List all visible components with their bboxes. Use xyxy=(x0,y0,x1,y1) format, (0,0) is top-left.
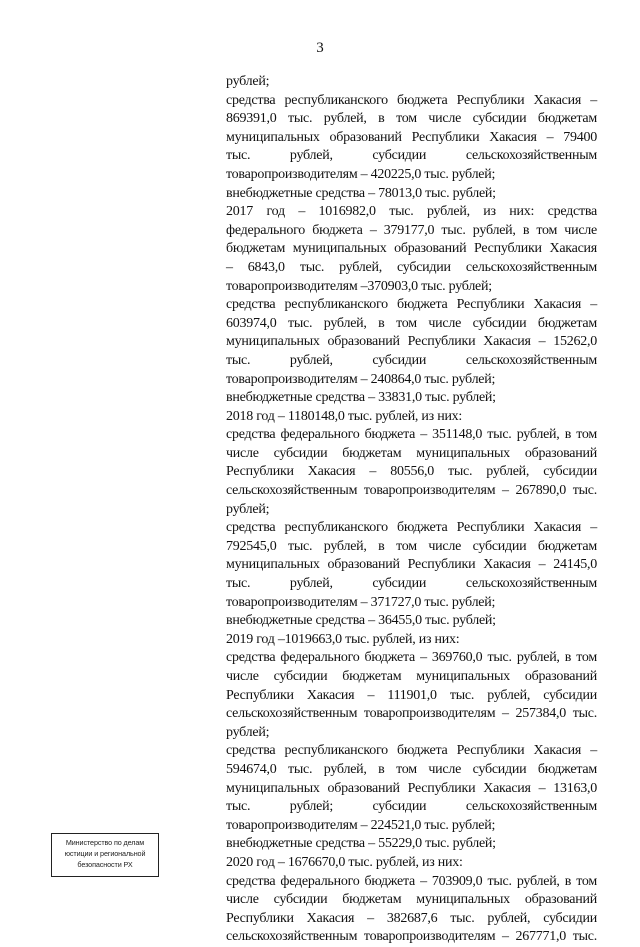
text-line: 2019 год –1019663,0 тыс. рублей, из них: xyxy=(226,631,460,647)
text-line: средства федерального бюджета – 703909,0 тыс. рублей, в том xyxy=(226,873,597,889)
registration-stamp xyxy=(51,833,159,877)
text-line: рублей; xyxy=(226,501,270,517)
text-line: товаропроизводителям – 224521,0 тыс. рублей; xyxy=(226,817,496,833)
text-line: внебюджетные средства – 36455,0 тыс. рублей; xyxy=(226,613,496,629)
text-line: числе субсидии бюджетам муниципальных образований xyxy=(226,445,597,461)
text-line: сельскохозяйственным товаропроизводителям – 267890,0 тыс. xyxy=(226,483,597,499)
text-line: Республики Хакасия – 111901,0 тыс. рублей, субсидии xyxy=(226,687,597,703)
text-line: муниципальных образований Республики Хакасия – 24145,0 xyxy=(226,557,597,573)
text-line: числе субсидии бюджетам муниципальных образований xyxy=(226,669,597,684)
text-line: 2017 год – 1016982,0 тыс. рублей, из них: средства xyxy=(226,204,597,220)
text-line: 2018 год – 1180148,0 тыс. рублей, из них: xyxy=(226,408,463,424)
text-line: 594674,0 тыс. рублей, в том числе субсидии бюджетам xyxy=(226,761,597,777)
text-line: средства федерального бюджета – 351148,0 тыс. рублей, в том xyxy=(226,427,597,443)
stamp-line: безопасности РХ xyxy=(77,860,133,869)
document-body xyxy=(226,73,597,947)
text-line: тыс. рублей; субсидии сельскохозяйственным xyxy=(226,799,597,815)
text-line: 603974,0 тыс. рублей, в том числе субсидии бюджетам xyxy=(226,315,597,331)
text-line: товаропроизводителям – 420225,0 тыс. рублей; xyxy=(226,166,496,182)
text-line: средства республиканского бюджета Республики Хакасия – xyxy=(226,92,597,108)
text-line: числе субсидии бюджетам муниципальных образований xyxy=(226,892,597,908)
text-line: тыс. рублей, субсидии сельскохозяйственным xyxy=(226,576,597,592)
stamp-line: Министерство по делам xyxy=(65,838,145,847)
page-number: 3 xyxy=(316,40,324,56)
text-line: Республики Хакасия – 382687,6 тыс. рублей, субсидии xyxy=(226,910,597,926)
text-line: товаропроизводителям –370903,0 тыс. рублей; xyxy=(226,278,492,294)
stamp-line: юстиции и региональной xyxy=(64,849,146,858)
text-line: товаропроизводителям – 240864,0 тыс. рублей; xyxy=(226,371,496,387)
text-line: внебюджетные средства – 78013,0 тыс. рублей; xyxy=(226,185,496,201)
text-line: – 6843,0 тыс. рублей, субсидии сельскохозяйственным xyxy=(226,259,597,275)
text-line: товаропроизводителям – 371727,0 тыс. рублей; xyxy=(226,594,496,610)
text-line: средства республиканского бюджета Республики Хакасия – xyxy=(226,520,597,536)
text-line: 2020 год – 1676670,0 тыс. рублей, из них: xyxy=(226,854,463,870)
text-line: рублей; xyxy=(226,74,270,89)
text-line: муниципальных образований Республики Хакасия – 15262,0 xyxy=(226,334,597,350)
text-line: внебюджетные средства – 55229,0 тыс. рублей; xyxy=(226,836,496,852)
text-line: муниципальных образований Республики Хакасия – 79400 xyxy=(226,129,597,145)
text-line: тыс. рублей, субсидии сельскохозяйственным xyxy=(226,352,597,368)
text-line: муниципальных образований Республики Хакасия – 13163,0 xyxy=(226,780,597,796)
text-line: средства республиканского бюджета Республики Хакасия – xyxy=(226,297,597,313)
text-line: средства федерального бюджета – 369760,0 тыс. рублей, в том xyxy=(226,650,597,666)
text-line: федерального бюджета – 379177,0 тыс. рублей, в том числе xyxy=(226,222,597,238)
text-line: сельскохозяйственным товаропроизводителям – 257384,0 тыс. xyxy=(226,706,597,722)
text-line: средства республиканского бюджета Республики Хакасия – xyxy=(226,743,597,759)
text-line: рублей; xyxy=(226,724,270,740)
text-line: 792545,0 тыс. рублей, в том числе субсидии бюджетам xyxy=(226,538,597,554)
text-line: тыс. рублей, субсидии сельскохозяйственным xyxy=(226,148,597,164)
text-line: бюджетам муниципальных образований Республики Хакасия xyxy=(226,241,597,257)
text-line: сельскохозяйственным товаропроизводителям – 267771,0 тыс. xyxy=(226,929,597,945)
text-line: 869391,0 тыс. рублей, в том числе субсидии бюджетам xyxy=(226,111,597,127)
text-line: внебюджетные средства – 33831,0 тыс. рублей; xyxy=(226,390,496,406)
text-line: Республики Хакасия – 80556,0 тыс. рублей, субсидии xyxy=(226,464,597,480)
